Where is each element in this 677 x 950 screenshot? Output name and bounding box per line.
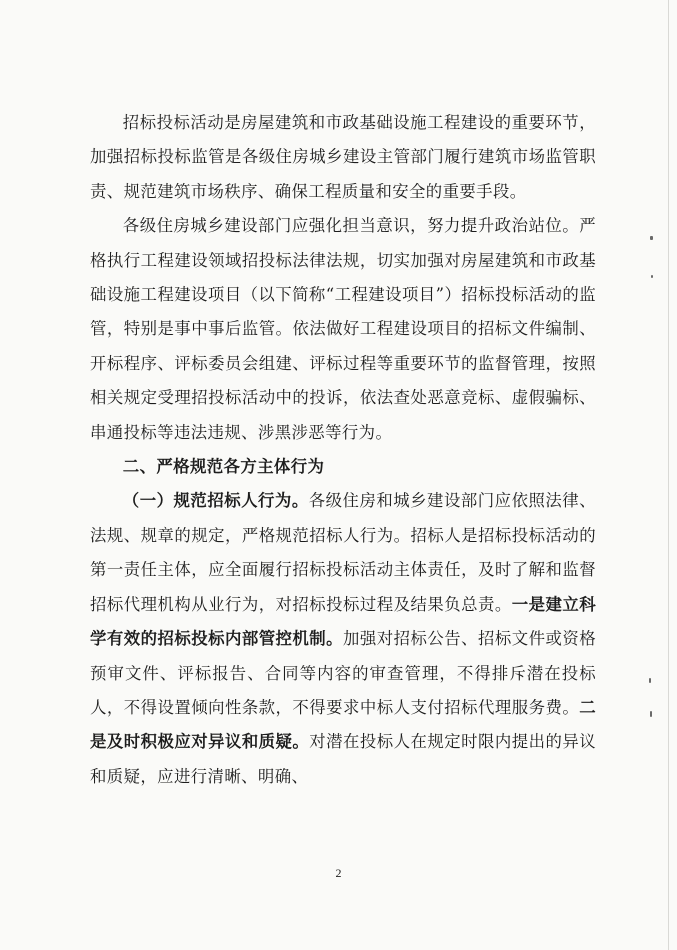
page-number: 2 bbox=[335, 866, 342, 880]
scan-speck bbox=[650, 236, 653, 240]
section-heading: 二、严格规范各方主体行为 bbox=[122, 457, 325, 477]
paragraph-1: 招标投标活动是房屋建筑和市政基础设施工程建设的重要环节，加强招标投标监管是各级住房城乡建设主管部门履行建筑市场监管职责、规范建筑市场秩序、确保工程质量和安全的重要手段。 bbox=[90, 113, 596, 201]
bold-point-2: 二是及时积极应对异议和质疑。 bbox=[90, 697, 596, 752]
bold-point-1: 一是建立科学有效的招标投标内部管控机制。 bbox=[90, 594, 597, 649]
page-edge bbox=[668, 0, 669, 950]
paragraph-3-text-2: 加强对招标公告、招标文件或资格预审文件、评标报告、合同等内容的审查管理，不得排斥潜在投标人，不得设置倾向性条款，不得要求中标人支付招标代理服务费。 bbox=[90, 629, 597, 717]
document-body bbox=[90, 106, 596, 794]
paragraph-2: 各级住房城乡建设部门应强化担当意识，努力提升政治站位。严格执行工程建设领域招投标法律法规，切实加强对房屋建筑和市政基础设施工程建设项目（以下简称“工程建设项目”）招标投标活动的监管，特别是事中事后监管。依法做好工程建设项目的招标文件编制、开标程序、评标委员会组建、评标过程等重要环节的监督管理，按照相关规定受理招投标活动中的投诉，依法查处恶意竞标、虚假骗标、串通投标等违法违规、涉黑涉恶等行为。 bbox=[90, 216, 596, 442]
scan-speck bbox=[649, 678, 651, 683]
scan-speck bbox=[651, 275, 653, 278]
paragraph-3-text-3: 对潜在投标人在规定时限内提出的异议和质疑，应进行清晰、明确、 bbox=[90, 732, 596, 786]
paragraph-3 bbox=[90, 484, 596, 794]
scan-speck bbox=[650, 711, 652, 717]
paragraph-3-text-1: 各级住房和城乡建设部门应依照法律、法规、规章的规定，严格规范招标人行为。招标人是招标投标活动的第一责任主体，应全面履行招标投标活动主体责任，及时了解和监督招标代理机构从业行为，对招标投标过程及结果负总责。 bbox=[90, 491, 596, 614]
subsection-lead: （一）规范招标人行为。 bbox=[122, 491, 309, 511]
